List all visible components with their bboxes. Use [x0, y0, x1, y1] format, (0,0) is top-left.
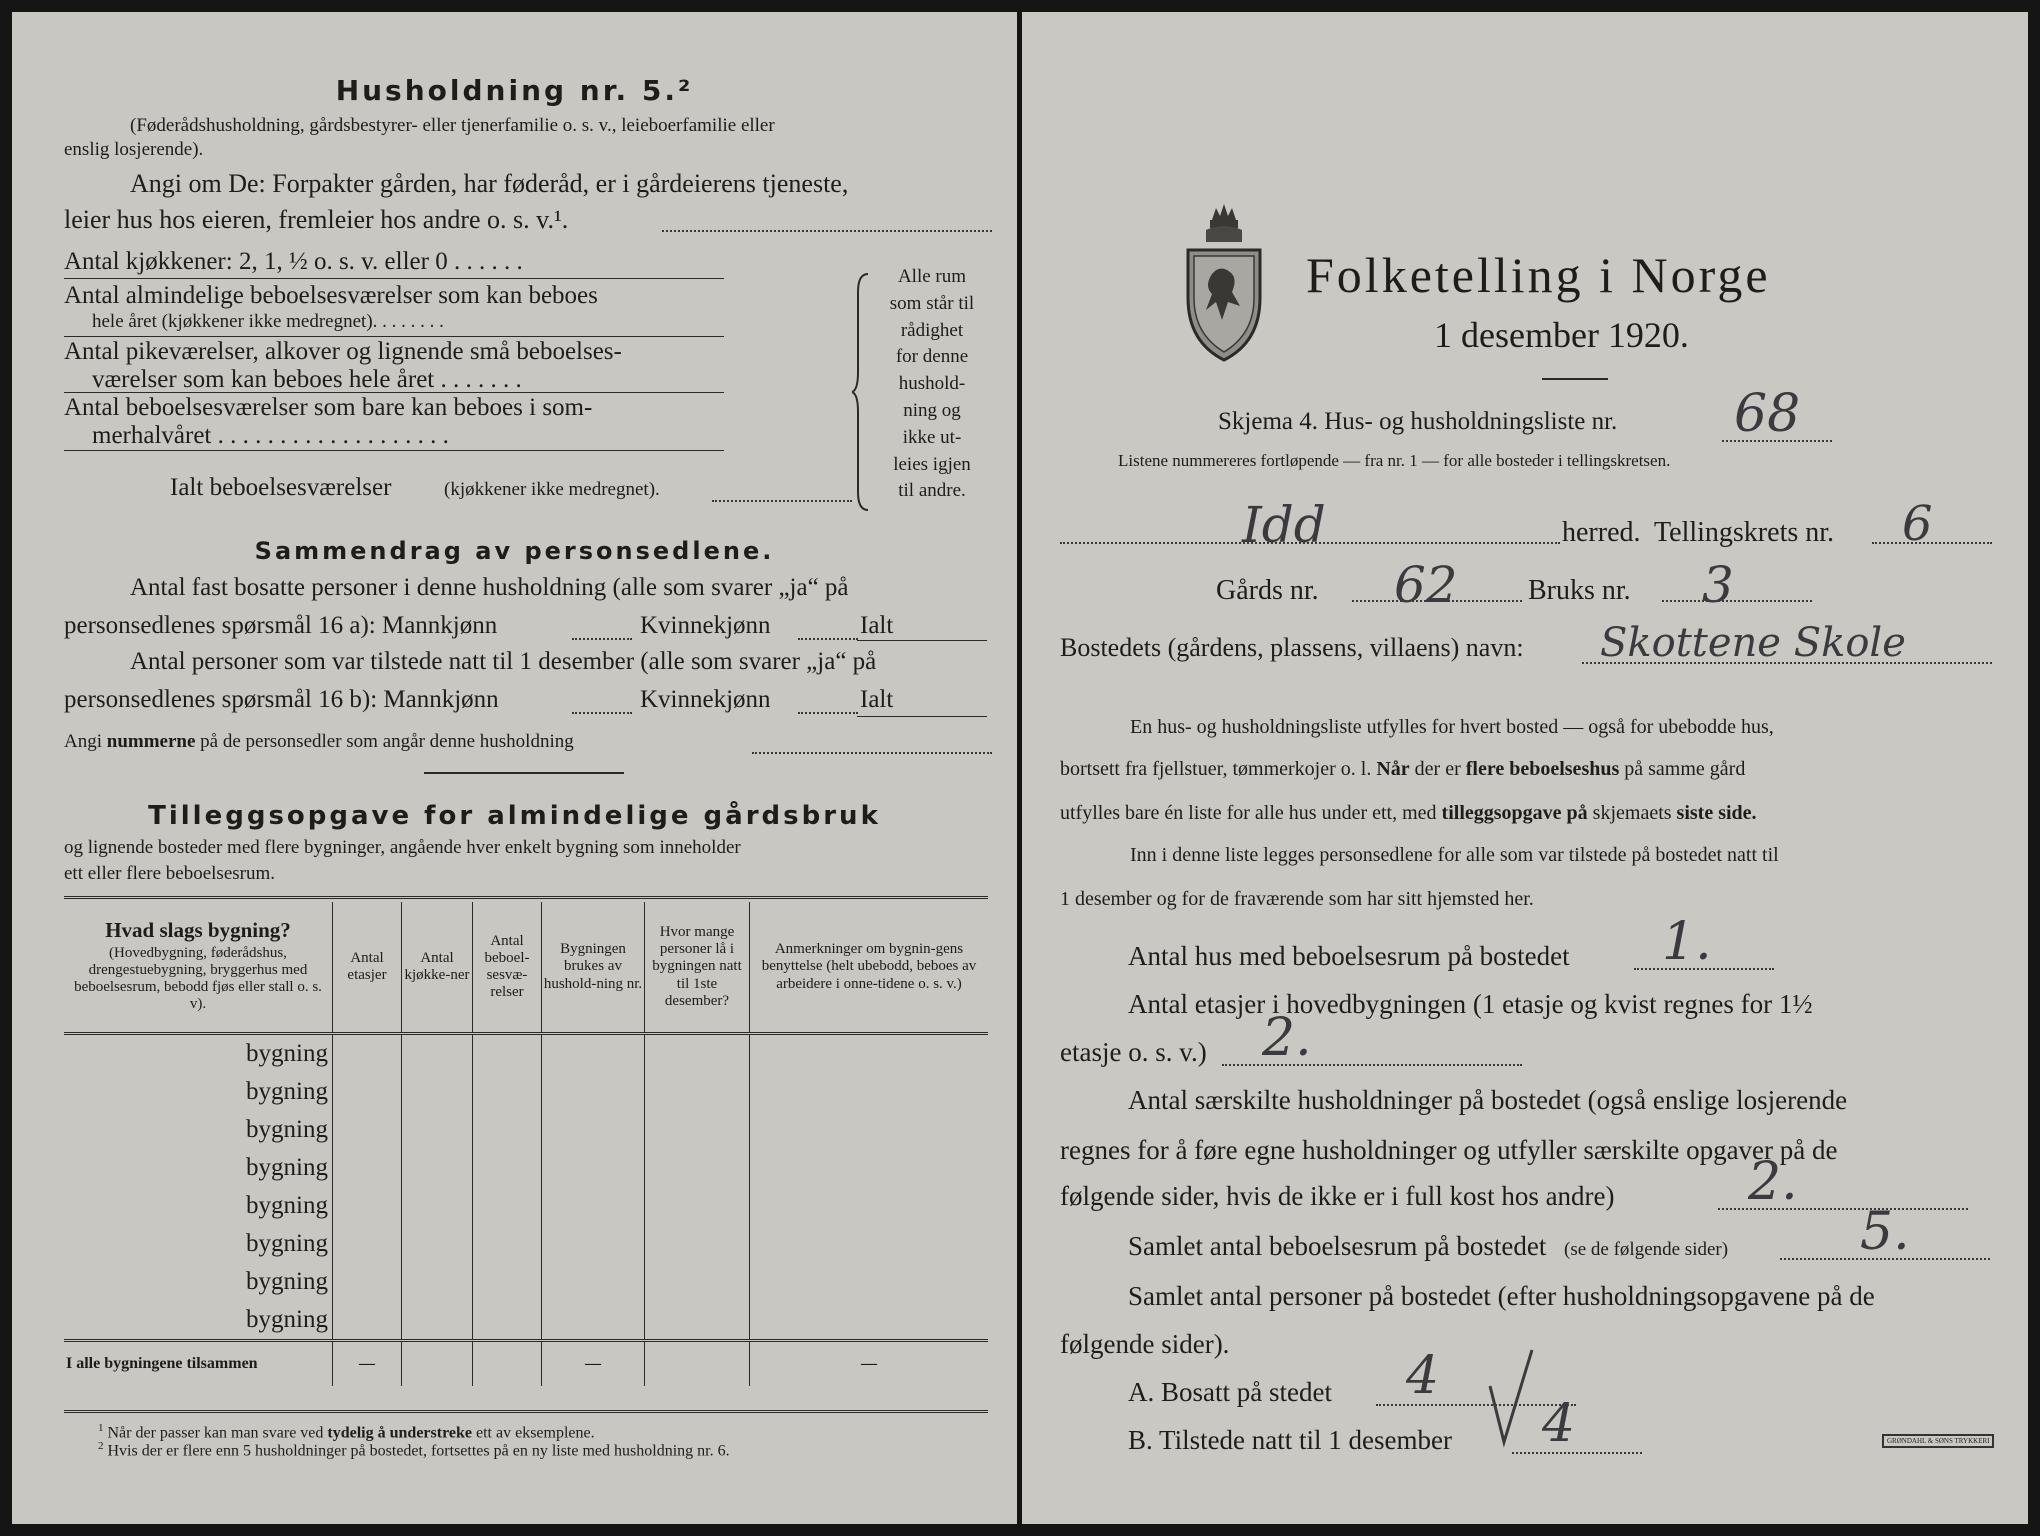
- right-page: [1022, 12, 2028, 1524]
- cell: [750, 1301, 989, 1341]
- summary-title: Sammendrag av personsedlene.: [254, 537, 775, 565]
- cell: [542, 1225, 645, 1263]
- supplement-line-1: og lignende bosteder med flere bygninger, angående hver enkelt bygning som inneholder: [64, 837, 741, 858]
- cell: [750, 1111, 989, 1149]
- left-page: [12, 12, 1017, 1524]
- cell: [333, 1073, 402, 1111]
- brace-note-line: Alle rum: [897, 266, 967, 287]
- cell: [333, 1263, 402, 1301]
- cell: [750, 1263, 989, 1301]
- cell: [402, 1073, 473, 1111]
- samlet-rum-note: (se de følgende sider): [1564, 1239, 1729, 1260]
- instr1-2c: der er: [1414, 758, 1461, 780]
- cell: [473, 1301, 542, 1341]
- cell: [402, 1034, 473, 1074]
- sarskilte-line-1: Antal særskilte husholdninger på bostedet (også enslige losjerende: [1128, 1085, 1848, 1115]
- cell: [473, 1187, 542, 1225]
- col-floors: Antal etasjer: [333, 902, 402, 1034]
- summer-rooms-1: Antal beboelsesværelser som bare kan beboes i som-: [64, 394, 593, 421]
- col-building-type-title: Hvad slags bygning?: [105, 918, 291, 943]
- row-label: bygning: [246, 1077, 328, 1105]
- sarskilte-value: 2.: [1748, 1152, 1798, 1212]
- cell: [402, 1301, 473, 1341]
- instr1-line-3: [1060, 802, 1757, 824]
- tilstede-female-answer: [798, 712, 858, 714]
- brace-note-line: som står til: [889, 292, 975, 314]
- samlet-rum-label: Samlet antal beboelsesrum på bostedet: [1128, 1231, 1547, 1261]
- brace-note-line: hushold-: [898, 373, 966, 395]
- samlet-pers-line-1: Samlet antal personer på bostedet (efter husholdningsopgavene på de: [1128, 1281, 1875, 1311]
- brace-note-line: rådighet: [900, 319, 964, 341]
- col-rooms: Antal beboel-sesvæ-relser: [473, 902, 542, 1034]
- angi-line-1: Angi om De: Forpakter gården, har føderåd, er i gårdeierens tjeneste,: [130, 169, 849, 198]
- tilstede-line-2: personsedlenes spørsmål 16 b): Mannkjønn: [64, 686, 499, 713]
- table-row: [64, 1301, 988, 1341]
- bosted-value: Skottene Skole: [1600, 620, 1906, 666]
- supplement-title: Tilleggsopgave for almindelige gårdsbruk: [148, 801, 881, 831]
- summer-rooms-2: merhalvåret . . . . . . . . . . . . . . . . . . .: [92, 422, 449, 449]
- herred-value: Idd: [1242, 496, 1326, 554]
- skjema-value: 68: [1734, 384, 1801, 444]
- maid-rooms-2: værelser som kan beboes hele året . . . . . . .: [92, 366, 522, 393]
- cell: [473, 1263, 542, 1301]
- cell: [542, 1301, 645, 1341]
- col-remarks: Anmerkninger om bygnin-gens benyttelse (helt ubebodd, beboes av arbeidere i onne-tidene o. s. v.): [750, 902, 989, 1034]
- skjema-label: Skjema 4. Hus- og husholdningsliste nr.: [1218, 408, 1618, 435]
- cell: [542, 1263, 645, 1301]
- brace-note: [870, 264, 994, 505]
- table-top-rule: [64, 896, 988, 899]
- tilstede-answer-line: [1512, 1452, 1642, 1454]
- title-divider: [1542, 378, 1608, 380]
- gards-value: 62: [1394, 556, 1458, 614]
- section-divider: [424, 772, 624, 774]
- cell: [542, 1187, 645, 1225]
- instr1-2a: bortsett fra fjellstuer, tømmerkojer o. l.: [1060, 758, 1372, 780]
- numbers-bold: nummerne: [106, 731, 196, 752]
- coat-of-arms-icon: [1182, 202, 1266, 362]
- footnote-1-c: ett av eksemplene.: [476, 1424, 595, 1442]
- footnote-1-a: Når der passer kan man svare ved: [107, 1424, 324, 1442]
- cell: [473, 1341, 542, 1387]
- tilstede-total-answer: [857, 716, 987, 717]
- cell: [750, 1073, 989, 1111]
- bosatt-value: 4: [1406, 1346, 1440, 1406]
- tilstede-total-label: Ialt: [860, 686, 894, 713]
- footnote-2: [98, 1440, 730, 1460]
- total-label: I alle bygningene tilsammen: [64, 1341, 333, 1387]
- table-bottom-rule: [64, 1410, 988, 1413]
- supplement-line-2: ett eller flere beboelsesrum.: [64, 863, 276, 884]
- footnote-1-b: tydelig å understreke: [327, 1424, 472, 1442]
- brace-note-line: til andre.: [898, 480, 966, 502]
- cell: [750, 1225, 989, 1263]
- kitchens-label: Antal kjøkkener: 2, 1, ½ o. s. v. eller 0 . . . . . .: [64, 248, 523, 275]
- bruks-value: 3: [1702, 556, 1734, 614]
- footnote-2-text: Hvis der er flere enn 5 husholdninger på bostedet, fortsettes på en ny liste med husholdning nr. 6.: [107, 1442, 730, 1460]
- fast-line-1: Antal fast bosatte personer i denne husholdning (alle som svarer „ja“ på: [130, 574, 849, 601]
- brace-note-line: ning og: [903, 399, 961, 421]
- cell: [402, 1111, 473, 1149]
- instr2-line-2: 1 desember og for de fraværende som har sitt hjemsted her.: [1060, 888, 1534, 910]
- angi-line-2: leier hus hos eieren, fremleier hos andre o. s. v.¹.: [64, 205, 569, 234]
- etasjer-line-2: etasje o. s. v.): [1060, 1037, 1207, 1067]
- etasjer-line-1: Antal etasjer i hovedbygningen (1 etasje og kvist regnes for 1½: [1128, 989, 1813, 1019]
- row-label: bygning: [246, 1039, 328, 1067]
- fast-male-answer: [572, 638, 632, 640]
- cell: [333, 1225, 402, 1263]
- total-floors: —: [333, 1341, 402, 1387]
- row-label: bygning: [246, 1267, 328, 1295]
- cell: [645, 1225, 750, 1263]
- cell: [333, 1149, 402, 1187]
- numbers-answer: [752, 752, 992, 754]
- check-mark-icon: [1486, 1346, 1536, 1456]
- sarskilte-line-3: følgende sider, hvis de ikke er i full kost hos andre): [1060, 1181, 1615, 1211]
- census-title: Folketelling i Norge: [1306, 247, 1771, 303]
- total-rooms-answer: [712, 500, 852, 502]
- ordinary-rooms-2: hele året (kjøkkener ikke medregnet). . . . . . . .: [92, 311, 444, 332]
- numbers-rest: på de personsedler som angår denne husholdning: [200, 731, 574, 752]
- table-header: [64, 902, 988, 1034]
- cell: [402, 1187, 473, 1225]
- hus-label: Antal hus med beboelsesrum på bostedet: [1128, 941, 1570, 971]
- cell: [645, 1187, 750, 1225]
- krets-value: 6: [1902, 496, 1933, 552]
- fast-female-answer: [798, 638, 858, 640]
- household-subtitle-2: enslig losjerende).: [64, 139, 204, 160]
- bruks-label: Bruks nr.: [1528, 575, 1631, 606]
- table-row: [64, 1111, 988, 1149]
- col-kitchens: Antal kjøkke-ner: [402, 902, 473, 1034]
- cell: [473, 1111, 542, 1149]
- table-row: [64, 1149, 988, 1187]
- cell: [402, 1341, 473, 1387]
- ordinary-underline: [64, 336, 724, 337]
- footnote-1: [98, 1422, 595, 1442]
- cell: [402, 1225, 473, 1263]
- bosted-label: Bostedets (gårdens, plassens, villaens) navn:: [1060, 633, 1524, 662]
- cell: [645, 1034, 750, 1074]
- instr1-line-1: En hus- og husholdningsliste utfylles for hvert bosted — også for ubebodde hus,: [1130, 716, 1774, 738]
- table-row: [64, 1073, 988, 1111]
- herred-label: herred.: [1562, 517, 1641, 548]
- cell: [402, 1263, 473, 1301]
- household-title: Husholdning nr. 5.²: [335, 74, 694, 107]
- etasjer-value: 2.: [1262, 1008, 1312, 1068]
- numbers-line: [64, 732, 574, 753]
- cell: [645, 1341, 750, 1387]
- total-household: —: [542, 1341, 645, 1387]
- cell: [473, 1225, 542, 1263]
- fast-total-answer: [857, 640, 987, 641]
- table-row: [64, 1225, 988, 1263]
- cell: [645, 1111, 750, 1149]
- total-rooms-label: Ialt beboelsesværelser: [170, 474, 392, 501]
- tilstede-male-answer: [572, 712, 632, 714]
- cell: [333, 1301, 402, 1341]
- col-persons: Hvor mange personer lå i bygningen natt til 1ste desember?: [645, 902, 750, 1034]
- cell: [645, 1301, 750, 1341]
- table-total-row: [64, 1341, 988, 1387]
- summer-underline: [64, 450, 724, 451]
- tilstede-line-1: Antal personer som var tilstede natt til 1 desember (alle som svarer „ja“ på: [130, 648, 877, 675]
- bosatt-label: A. Bosatt på stedet: [1128, 1377, 1332, 1407]
- tilstede-label: B. Tilstede natt til 1 desember: [1128, 1425, 1452, 1455]
- cell: [473, 1073, 542, 1111]
- bruks-answer-line: [1662, 600, 1812, 602]
- cell: [402, 1149, 473, 1187]
- gards-label: Gårds nr.: [1216, 575, 1319, 606]
- cell: [750, 1034, 989, 1074]
- cell: [333, 1187, 402, 1225]
- row-label: bygning: [246, 1115, 328, 1143]
- total-remarks: —: [750, 1341, 989, 1387]
- instr1-2d: flere beboelseshus: [1465, 758, 1620, 780]
- samlet-rum-value: 5.: [1860, 1202, 1910, 1262]
- instr1-3d: siste side.: [1676, 802, 1757, 824]
- printer-stamp: GRØNDAHL & SØNS TRYKKERI: [1882, 1434, 1994, 1448]
- cell: [645, 1073, 750, 1111]
- numbers-prefix: Angi: [64, 731, 102, 752]
- total-rooms-note: (kjøkkener ikke medregnet).: [444, 479, 660, 500]
- brace-note-line: ikke ut-: [902, 426, 962, 448]
- col-building-type-desc: (Hovedbygning, føderådshus, drengestuebygning, bryggerhus med beboelsesrum, bebodd fjøs eller stall o. s. v).: [74, 944, 322, 1013]
- footnote-2-mark: 2: [98, 1440, 104, 1452]
- cell: [333, 1111, 402, 1149]
- cell: [473, 1034, 542, 1074]
- cell: [542, 1073, 645, 1111]
- building-table: [64, 902, 988, 1386]
- cell: [333, 1034, 402, 1074]
- ordinary-rooms-1: Antal almindelige beboelsesværelser som kan beboes: [64, 282, 598, 309]
- krets-label: Tellingskrets nr.: [1654, 517, 1835, 548]
- fast-female-label: Kvinnekjønn: [640, 612, 771, 639]
- instr1-2e: på samme gård: [1624, 758, 1746, 780]
- cell: [750, 1149, 989, 1187]
- row-label: bygning: [246, 1153, 328, 1181]
- instr1-3a: utfylles bare én liste for alle hus under ett, med: [1060, 802, 1437, 824]
- instr1-3c: skjemaets: [1592, 802, 1672, 824]
- maid-underline: [64, 392, 724, 393]
- col-household: Bygningen brukes av hushold-ning nr.: [542, 902, 645, 1034]
- samlet-pers-line-2: følgende sider).: [1060, 1329, 1230, 1359]
- angi-answer-line: [662, 230, 992, 232]
- cell: [645, 1149, 750, 1187]
- tilstede-value: 4: [1542, 1394, 1576, 1454]
- cell: [750, 1187, 989, 1225]
- hus-value: 1.: [1662, 912, 1712, 972]
- cell: [542, 1034, 645, 1074]
- maid-rooms-1: Antal pikeværelser, alkover og lignende små beboelses-: [64, 338, 622, 365]
- fast-total-label: Ialt: [860, 612, 894, 639]
- row-label: bygning: [246, 1305, 328, 1333]
- census-date: 1 desember 1920.: [1434, 315, 1689, 355]
- cell: [473, 1149, 542, 1187]
- cell: [645, 1263, 750, 1301]
- kitchens-underline: [64, 278, 724, 279]
- instr1-3b: tilleggsopgave på: [1441, 802, 1588, 824]
- brace-note-line: leies igjen: [893, 453, 971, 475]
- tilstede-female-label: Kvinnekjønn: [640, 686, 771, 713]
- instr1-line-2: [1060, 758, 1745, 780]
- numbering-note: Listene nummereres fortløpende — fra nr. 1 — for alle bosteder i tellingskretsen.: [1118, 451, 1671, 470]
- sarskilte-line-2: regnes for å føre egne husholdninger og utfyller særskilte opgaver på de: [1060, 1135, 1838, 1165]
- instr2-line-1: Inn i denne liste legges personsedlene for alle som var tilstede på bostedet natt til: [1130, 844, 1779, 866]
- cell: [542, 1149, 645, 1187]
- footnote-1-mark: 1: [98, 1422, 104, 1434]
- instr1-2b: Når: [1376, 758, 1410, 780]
- brace-note-line: for denne: [895, 346, 969, 368]
- table-row: [64, 1263, 988, 1301]
- rooms-brace: [852, 272, 872, 512]
- fast-line-2: personsedlenes spørsmål 16 a): Mannkjønn: [64, 612, 498, 639]
- cell: [542, 1111, 645, 1149]
- col-building-type: [64, 902, 333, 1034]
- table-row: [64, 1034, 988, 1074]
- row-label: bygning: [246, 1191, 328, 1219]
- table-row: [64, 1187, 988, 1225]
- row-label: bygning: [246, 1229, 328, 1257]
- household-subtitle-1: (Føderådshusholdning, gårdsbestyrer- eller tjenerfamilie o. s. v., leieboerfamilie eller: [130, 115, 775, 136]
